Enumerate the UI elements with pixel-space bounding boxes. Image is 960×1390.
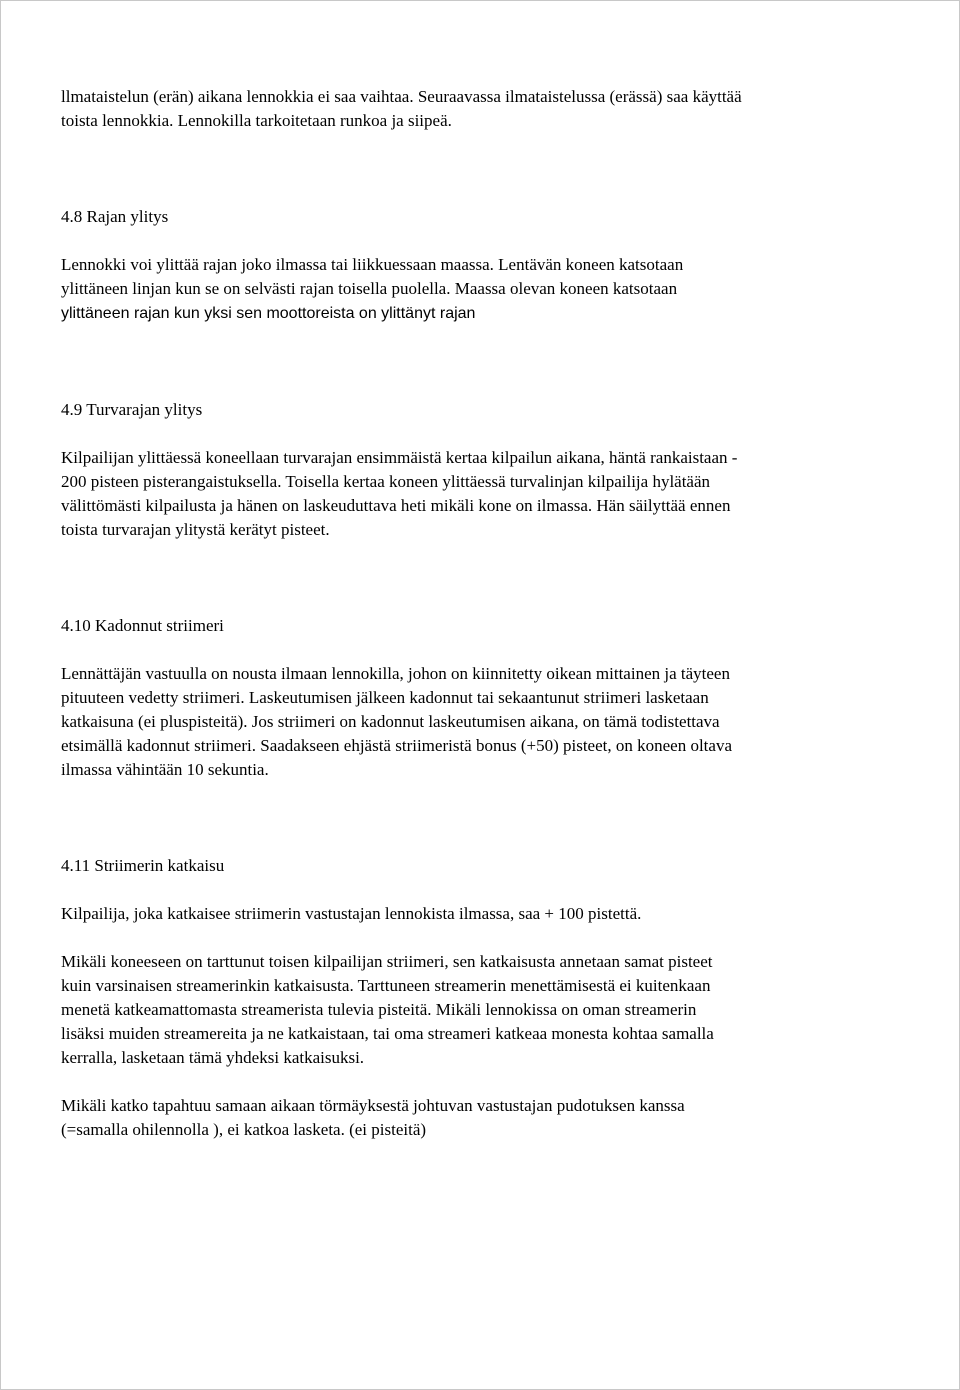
body-line: pituuteen vedetty striimeri. Laskeutumisen jälkeen kadonnut tai sekaantunut striimeri lasketaan [61, 688, 709, 707]
section-heading-4-9: 4.9 Turvarajan ylitys [61, 400, 203, 419]
body-line: Kilpailijan ylittäessä koneellaan turvarajan ensimmäistä kertaa kilpailun aikana, häntä rankaistaan - [61, 448, 738, 467]
intro-line: llmataistelun (erän) aikana lennokkia ei saa vaihtaa. Seuraavassa ilmataistelussa (erässä) saa käyttää [61, 87, 742, 106]
section-heading-4-8: 4.8 Rajan ylitys [61, 207, 169, 226]
body-line: kerralla, lasketaan tämä yhdeksi katkaisuksi. [61, 1048, 365, 1067]
body-line: ylittäneen rajan kun yksi sen moottoreista on ylittänyt rajan [61, 305, 476, 322]
body-line: Lennokki voi ylittää rajan joko ilmassa tai liikkuessaan maassa. Lentävän koneen katsotaan [61, 255, 684, 274]
body-line: etsimällä kadonnut striimeri. Saadakseen ehjästä striimeristä bonus (+50) pisteet, on koneen oltava [61, 736, 732, 755]
section-heading-4-11: 4.11 Striimerin katkaisu [61, 856, 225, 875]
body-line: Mikäli katko tapahtuu samaan aikaan törmäyksestä johtuvan vastustajan pudotuksen kanssa [61, 1096, 685, 1115]
body-line: ylittäneen linjan kun se on selvästi rajan toisella puolella. Maassa olevan koneen katsotaan [61, 279, 678, 298]
body-line: kuin varsinaisen streamerinkin katkaisusta. Tarttuneen streamerin menettämisestä ei kuitenkaan [61, 976, 711, 995]
body-line: lisäksi muiden streamereita ja ne katkaistaan, tai oma streameri katkeaa monesta kohtaa samalla [61, 1024, 714, 1043]
section-4-11-paragraph-1: Kilpailija, joka katkaisee striimerin vastustajan lennokista ilmassa, saa + 100 pistettä. [61, 904, 642, 923]
body-line: välittömästi kilpailusta ja hänen on laskeuduttava heti mikäli kone on ilmassa. Hän säilyttää ennen [61, 496, 731, 515]
document-content [61, 85, 906, 1142]
section-heading-4-10: 4.10 Kadonnut striimeri [61, 616, 224, 635]
intro-line: toista lennokkia. Lennokilla tarkoitetaan runkoa ja siipeä. [61, 111, 452, 130]
body-line: Lennättäjän vastuulla on nousta ilmaan lennokilla, johon on kiinnitetty oikean mittainen ja täyteen [61, 664, 730, 683]
section-body-4-10 [61, 662, 906, 782]
body-line: toista turvarajan ylitystä kerätyt pisteet. [61, 520, 330, 539]
body-line: Mikäli koneeseen on tarttunut toisen kilpailijan striimeri, sen katkaisusta annetaan samat pisteet [61, 952, 713, 971]
section-4-11-paragraph-2 [61, 950, 906, 1070]
body-line: 200 pisteen pisterangaistuksella. Toisella kertaa koneen ylittäessä turvalinjan kilpailija hylätään [61, 472, 711, 491]
body-line: ilmassa vähintään 10 sekuntia. [61, 760, 269, 779]
intro-paragraph [61, 85, 906, 133]
section-body-4-8 [61, 253, 906, 326]
body-line: katkaisuna (ei pluspisteitä). Jos striimeri on kadonnut laskeutumisen aikana, on tämä todistettava [61, 712, 720, 731]
body-line: (=samalla ohilennolla ), ei katkoa lasketa. (ei pisteitä) [61, 1120, 427, 1139]
section-body-4-9 [61, 446, 906, 542]
section-4-11-paragraph-3 [61, 1094, 906, 1142]
body-line: menetä katkeamattomasta streamerista tulevia pisteitä. Mikäli lennokissa on oman streamerin [61, 1000, 697, 1019]
